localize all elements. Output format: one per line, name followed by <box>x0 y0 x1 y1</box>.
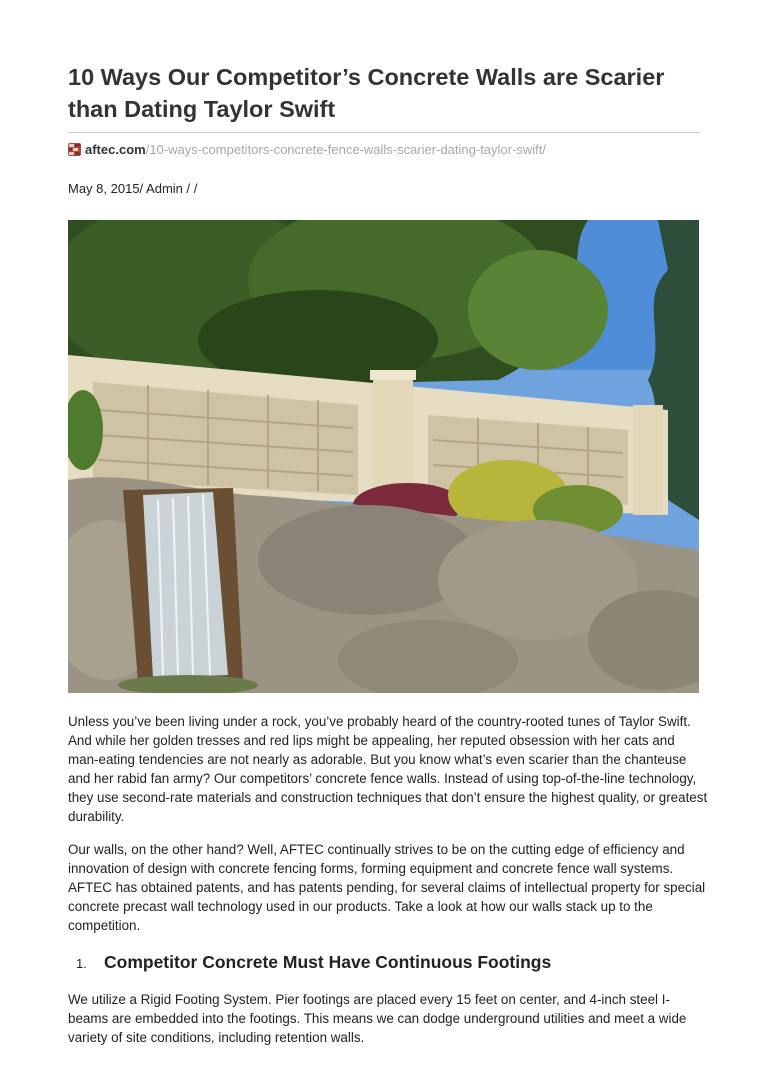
list-number: 1. <box>76 956 87 971</box>
source-domain-link[interactable]: aftec.com <box>85 142 146 157</box>
aftec-paragraph: Our walls, on the other hand? Well, AFTEC continually strives to be on the cutting edge of efficiency and innovation of design with concrete fencing forms, forming equipment and concrete fence wall systems. AFTEC has obtained patents, and has patents pending, for several claims of intellectual property for special concrete precast wall technology used in our products. Take a look at how our walls stack up to the competition. <box>68 842 706 933</box>
intro-paragraph: Unless you’ve been living under a rock, you’ve probably heard of the country-rooted tunes of Taylor Swift. And while her golden tresses and red lips might be appealing, her reputed obsession with her cats and man-eating tendencies are not nearly as adorable. But you know what’s even scarier than the chanteuse and her rabid fan army? Our competitors’ concrete fence walls. Instead of using top-of-the-line technology, they use second-rate materials and construction techniques that don’t ensure the highest quality, or greatest durability. <box>68 714 708 824</box>
list-item <box>68 950 551 974</box>
hero-image <box>68 220 699 693</box>
numbered-list <box>68 950 551 974</box>
brick-wall-icon <box>68 143 81 156</box>
source-path[interactable]: /10-ways-competitors-concrete-fence-walls-scarier-dating-taylor-swift/ <box>145 142 546 157</box>
source-line <box>68 142 546 158</box>
footing-paragraph: We utilize a Rigid Footing System. Pier footings are placed every 15 feet on center, and 4-inch steel I-beams are embedded into the footings. This means we can dodge underground utilities and meet a wide variety of site conditions, including retention walls. <box>68 992 687 1045</box>
list-heading: Competitor Concrete Must Have Continuous Footings <box>104 952 552 972</box>
title-divider <box>68 132 700 133</box>
post-meta: May 8, 2015/ Admin / / <box>68 181 198 196</box>
article-title: 10 Ways Our Competitor’s Concrete Walls are Scarier than Dating Taylor Swift <box>68 64 665 122</box>
